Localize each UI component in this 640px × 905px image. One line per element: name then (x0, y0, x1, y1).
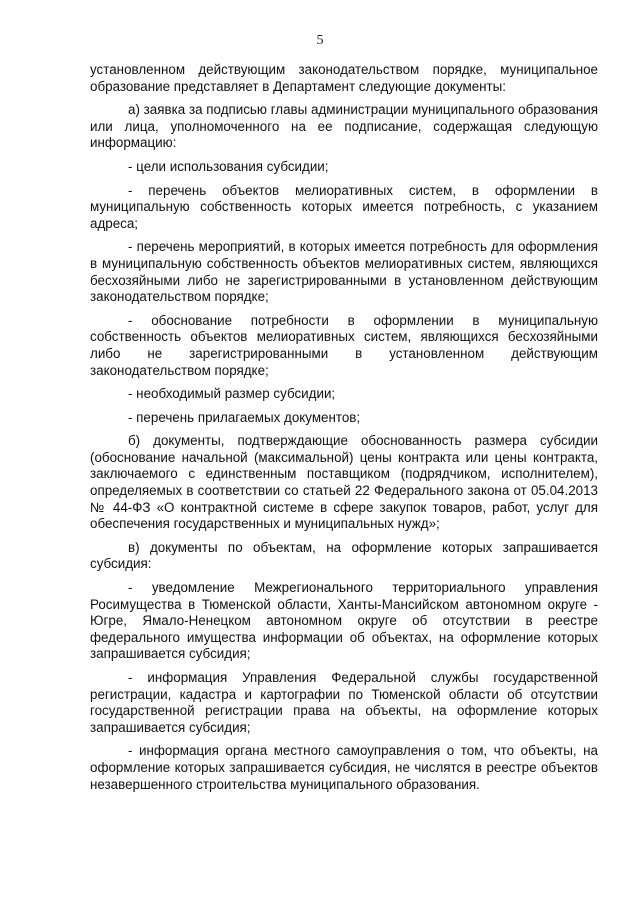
paragraph-item-v: в) документы по объектам, на оформление которых запрашивается субсидия: (90, 539, 598, 572)
paragraph-item-b: б) документы, подтверждающие обоснованность размера субсидии (обоснование начальной (максимальной) цены контракта или цены контракта, заключаемого с единственным поставщиком (подрядчиком, исполнителем), определяемых в соответствии со статьей 22 Федерального закона от 05.04.2013 № 44-ФЗ «О контрактной системе в сфере закупок товаров, работ, услуг для обеспечения государственных и муниципальных нужд»; (90, 433, 598, 532)
list-item: - перечень объектов мелиоративных систем, в оформлении в муниципальную собственность которых имеется потребность, с указанием адреса; (90, 182, 598, 231)
list-item: - информация Управления Федеральной службы государственной регистрации, кадастра и картографии по Тюменской области об отсутствии государственной регистрации права на объекты, на оформление которых запрашивается субсидия; (90, 670, 598, 735)
page-number: 5 (316, 33, 324, 48)
paragraph-item-a: а) заявка за подписью главы администрации муниципального образования или лица, уполномоченного на ее подписание, содержащая следующую информацию: (90, 102, 598, 151)
paragraph-continuation: установленном действующим законодательством порядке, муниципальное образование представляет в Департамент следующие документы: (90, 62, 598, 94)
list-item: - уведомление Межрегионального территориального управления Росимущества в Тюменской области, Ханты-Мансийском автономном округе - Югре, Ямало-Ненецком автономном округе об отсутствии в реестре федерального имущества информации об объектах, на оформление которых запрашивается субсидия; (90, 580, 598, 662)
list-item: - необходимый размер субсидии; (128, 386, 336, 402)
list-item: - цели использования субсидии; (128, 158, 329, 174)
list-item: - информация органа местного самоуправления о том, что объекты, на оформление которых запрашивается субсидия, не числятся в реестре объектов незавершенного строительства муниципального образования. (90, 743, 598, 792)
list-item: - перечень мероприятий, в которых имеется потребность для оформления в муниципальную собственность объектов мелиоративных систем, являющихся бесхозяйными либо не зарегистрированными в установленном действующим законодательством порядке; (90, 239, 598, 305)
document-body (90, 62, 598, 800)
list-item: - обоснование потребности в оформлении в муниципальную собственность объектов мелиоративных систем, являющихся бесхозяйными либо не зарегистрированными в установленном действующим законодательством порядке; (90, 312, 598, 378)
list-item: - перечень прилагаемых документов; (128, 409, 361, 425)
